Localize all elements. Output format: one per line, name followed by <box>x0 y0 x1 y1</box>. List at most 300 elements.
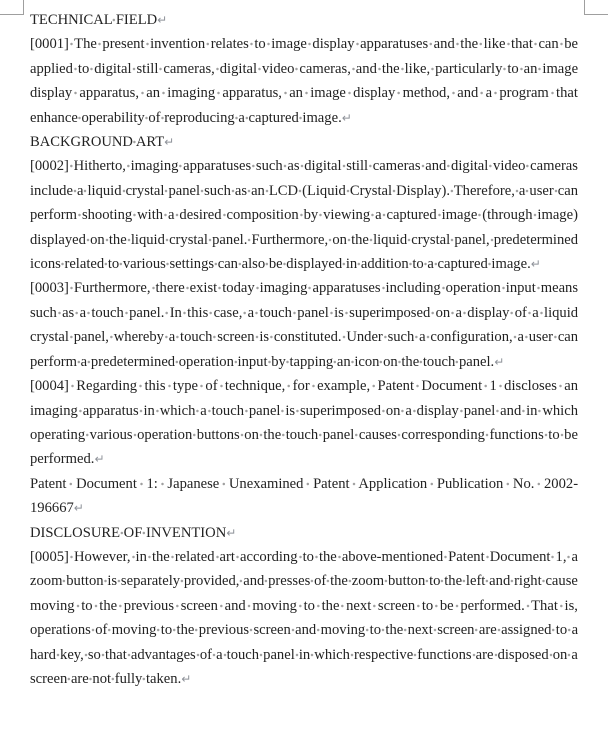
space-formatting-mark-icon <box>235 549 240 565</box>
space-formatting-mark-icon <box>350 476 359 492</box>
space-formatting-mark-icon <box>89 61 94 77</box>
space-formatting-mark-icon <box>488 256 492 272</box>
space-formatting-mark-icon <box>215 85 222 101</box>
space-formatting-mark-icon <box>477 207 482 223</box>
space-formatting-mark-icon <box>365 622 369 638</box>
space-formatting-mark-icon <box>443 549 448 565</box>
paragraph-return-mark-icon: ↵ <box>530 257 541 272</box>
space-formatting-mark-icon <box>175 329 180 345</box>
space-formatting-mark-icon <box>151 280 156 296</box>
space-formatting-mark-icon <box>567 647 571 663</box>
space-formatting-mark-icon <box>87 354 91 370</box>
space-formatting-mark-icon <box>459 403 464 419</box>
space-formatting-mark-icon <box>527 305 532 321</box>
space-formatting-mark-icon <box>69 549 74 565</box>
space-formatting-mark-icon <box>218 598 225 614</box>
space-formatting-mark-icon <box>485 573 489 589</box>
space-formatting-mark-icon <box>145 36 151 52</box>
space-formatting-mark-icon <box>521 403 526 419</box>
space-formatting-mark-icon <box>381 403 386 419</box>
space-formatting-mark-icon <box>255 280 260 296</box>
space-formatting-mark-icon <box>525 158 530 174</box>
space-formatting-mark-icon <box>86 305 91 321</box>
space-formatting-mark-icon <box>133 427 138 443</box>
space-formatting-mark-icon <box>244 403 249 419</box>
space-formatting-mark-icon <box>208 232 212 248</box>
space-formatting-mark-icon <box>503 476 513 492</box>
space-formatting-mark-icon <box>314 549 319 565</box>
space-formatting-mark-icon <box>558 598 565 614</box>
paragraph: [0005] However, in the related art according to the above-mentioned Patent Document 1, a zoom button is separately provided, and presses of the zoom button to the left and right cause moving to the previous screen and moving to the next screen to be performed. That is, operations of moving to the previous screen and moving to the next screen are assigned to a hard key, so that advantages of a touch panel in which respective functions are disposed on a screen are not fully taken.↵ <box>30 548 579 687</box>
space-formatting-mark-icon <box>180 573 184 589</box>
space-formatting-mark-icon <box>217 280 222 296</box>
space-formatting-mark-icon <box>137 378 144 394</box>
space-formatting-mark-icon <box>175 207 180 223</box>
space-formatting-mark-icon <box>196 647 200 663</box>
space-formatting-mark-icon <box>72 85 79 101</box>
space-formatting-mark-icon <box>368 158 373 174</box>
space-formatting-mark-icon <box>165 232 169 248</box>
space-formatting-mark-icon <box>259 647 263 663</box>
space-formatting-mark-icon <box>158 61 163 77</box>
space-formatting-mark-icon <box>369 232 373 248</box>
space-formatting-mark-icon <box>379 354 383 370</box>
space-formatting-mark-icon <box>455 36 461 52</box>
space-formatting-mark-icon <box>235 110 239 126</box>
space-formatting-mark-icon <box>155 403 160 419</box>
space-formatting-mark-icon <box>392 183 396 199</box>
space-formatting-mark-icon <box>170 549 175 565</box>
space-formatting-mark-icon <box>300 158 305 174</box>
paragraph: [0004] Regarding this type of technique, for example, Patent Document 1 discloses an imaging apparatus in which a touch panel is superimposed on a display panel and in which operating various operation buttons on the touch panel causes corresponding functions to be performed.↵ <box>30 378 579 468</box>
space-formatting-mark-icon <box>298 549 303 565</box>
space-formatting-mark-icon <box>351 354 355 370</box>
space-formatting-mark-icon <box>478 36 484 52</box>
space-formatting-mark-icon <box>127 647 131 663</box>
space-formatting-mark-icon <box>166 378 173 394</box>
space-formatting-mark-icon <box>294 61 299 77</box>
space-formatting-mark-icon <box>400 61 405 77</box>
space-formatting-mark-icon <box>212 329 217 345</box>
section-heading: BACKGROUND ART↵ <box>30 134 175 151</box>
space-formatting-mark-icon <box>281 427 286 443</box>
space-formatting-mark-icon <box>223 647 227 663</box>
space-formatting-mark-icon <box>254 305 259 321</box>
space-formatting-mark-icon <box>172 622 176 638</box>
space-formatting-mark-icon <box>249 622 253 638</box>
space-formatting-mark-icon <box>446 158 451 174</box>
space-formatting-mark-icon <box>266 36 272 52</box>
space-formatting-mark-icon <box>554 183 558 199</box>
document-body <box>30 8 578 691</box>
space-formatting-mark-icon <box>231 183 235 199</box>
space-formatting-mark-icon <box>307 36 313 52</box>
space-formatting-mark-icon <box>339 598 346 614</box>
space-formatting-mark-icon <box>93 598 100 614</box>
space-formatting-mark-icon <box>89 671 93 687</box>
space-formatting-mark-icon <box>66 476 76 492</box>
space-formatting-mark-icon <box>222 207 227 223</box>
space-formatting-mark-icon <box>104 573 108 589</box>
space-formatting-mark-icon <box>214 256 218 272</box>
space-formatting-mark-icon <box>62 573 66 589</box>
text-boundary-corner-top-right-icon <box>584 0 608 15</box>
space-formatting-mark-icon <box>337 549 342 565</box>
space-formatting-mark-icon <box>525 598 531 614</box>
space-formatting-mark-icon <box>257 61 262 77</box>
space-formatting-mark-icon <box>57 305 62 321</box>
space-formatting-mark-icon <box>318 207 323 223</box>
space-formatting-mark-icon <box>381 280 386 296</box>
space-formatting-mark-icon <box>492 85 499 101</box>
space-formatting-mark-icon <box>344 305 349 321</box>
space-formatting-mark-icon <box>513 329 518 345</box>
space-formatting-mark-icon <box>297 598 304 614</box>
space-formatting-mark-icon <box>382 207 387 223</box>
space-formatting-mark-icon <box>268 354 272 370</box>
space-formatting-mark-icon <box>67 671 71 687</box>
space-formatting-mark-icon <box>409 256 413 272</box>
space-formatting-mark-icon <box>450 85 457 101</box>
space-formatting-mark-icon <box>333 354 337 370</box>
space-formatting-mark-icon <box>251 158 256 174</box>
space-formatting-mark-icon <box>490 232 494 248</box>
space-formatting-mark-icon <box>557 378 564 394</box>
paragraph: [0001] The present invention relates to image display apparatuses and the like that can be applied to digital still cameras, digital video cameras, and the like, particularly to an image display apparatus, an imaging apparatus, an image display method, and a program that enhance operability of reproducing a captured image.↵ <box>30 36 579 126</box>
space-formatting-mark-icon <box>497 378 504 394</box>
space-formatting-mark-icon <box>450 232 454 248</box>
space-formatting-mark-icon <box>242 305 247 321</box>
space-formatting-mark-icon <box>84 647 88 663</box>
space-formatting-mark-icon <box>550 549 555 565</box>
space-formatting-mark-icon <box>163 207 168 223</box>
space-formatting-mark-icon <box>454 598 461 614</box>
space-formatting-mark-icon <box>450 305 455 321</box>
space-formatting-mark-icon <box>246 598 253 614</box>
space-formatting-mark-icon <box>264 573 268 589</box>
space-formatting-mark-icon <box>145 110 149 126</box>
space-formatting-mark-icon <box>91 622 95 638</box>
space-formatting-mark-icon <box>310 378 317 394</box>
space-formatting-mark-icon <box>215 61 220 77</box>
space-formatting-mark-icon <box>553 329 558 345</box>
space-formatting-mark-icon <box>120 525 124 541</box>
space-formatting-mark-icon <box>283 158 288 174</box>
space-formatting-mark-icon <box>567 622 571 638</box>
space-formatting-mark-icon <box>551 622 555 638</box>
space-formatting-mark-icon <box>414 329 419 345</box>
space-formatting-mark-icon <box>160 85 167 101</box>
space-formatting-mark-icon <box>397 427 402 443</box>
space-formatting-mark-icon <box>441 280 446 296</box>
space-formatting-mark-icon <box>462 573 466 589</box>
space-formatting-mark-icon <box>348 573 352 589</box>
space-formatting-mark-icon <box>245 110 249 126</box>
space-formatting-mark-icon <box>326 573 330 589</box>
space-formatting-mark-icon <box>328 232 332 248</box>
space-formatting-mark-icon <box>156 622 160 638</box>
space-formatting-mark-icon <box>69 36 74 52</box>
space-formatting-mark-icon <box>450 183 454 199</box>
space-formatting-mark-icon <box>440 573 444 589</box>
space-formatting-mark-icon <box>69 329 74 345</box>
space-formatting-mark-icon <box>255 329 260 345</box>
space-formatting-mark-icon <box>104 256 108 272</box>
space-formatting-mark-icon <box>212 647 216 663</box>
space-formatting-mark-icon <box>77 207 82 223</box>
space-formatting-mark-icon <box>474 622 478 638</box>
paragraph-return-mark-icon: ↵ <box>94 452 105 467</box>
space-formatting-mark-icon <box>346 85 353 101</box>
space-formatting-mark-icon <box>433 622 437 638</box>
space-formatting-mark-icon <box>132 207 137 223</box>
space-formatting-mark-icon <box>307 280 312 296</box>
space-formatting-mark-icon <box>286 354 290 370</box>
space-formatting-mark-icon <box>85 427 90 443</box>
space-formatting-mark-icon <box>510 573 514 589</box>
paragraph-return-mark-icon: ↵ <box>494 354 505 369</box>
space-formatting-mark-icon <box>351 61 356 77</box>
space-formatting-mark-icon <box>127 232 131 248</box>
space-formatting-mark-icon <box>73 61 78 77</box>
space-formatting-mark-icon <box>73 183 77 199</box>
space-formatting-mark-icon <box>78 110 82 126</box>
space-formatting-mark-icon <box>542 573 546 589</box>
text-boundary-corner-top-left-icon <box>0 0 24 15</box>
space-formatting-mark-icon <box>346 183 350 199</box>
space-formatting-mark-icon <box>147 549 152 565</box>
space-formatting-mark-icon <box>509 305 514 321</box>
space-formatting-mark-icon <box>370 207 375 223</box>
space-formatting-mark-icon <box>69 280 74 296</box>
space-formatting-mark-icon <box>342 256 346 272</box>
space-formatting-mark-icon <box>142 671 146 687</box>
space-formatting-mark-icon <box>455 354 459 370</box>
paragraph-return-mark-icon: ↵ <box>164 135 175 150</box>
space-formatting-mark-icon <box>137 476 147 492</box>
paragraph: [0002] Hitherto, imaging apparatuses such as digital still cameras and digital video cameras include a liquid crystal panel such as an LCD (Liquid Crystal Display). Therefore, a user can perform shooting with a desired composition by viewing a captured image (through image) displayed on the liquid crystal panel. Furthermore, on the liquid crystal panel, predetermined icons related to various settings can also be displayed in addition to a captured image.↵ <box>30 158 579 273</box>
space-formatting-mark-icon <box>400 403 405 419</box>
space-formatting-mark-icon <box>342 329 347 345</box>
space-formatting-mark-icon <box>238 256 242 272</box>
paragraph-return-mark-icon: ↵ <box>157 13 168 27</box>
space-formatting-mark-icon <box>415 598 422 614</box>
space-formatting-mark-icon <box>419 354 423 370</box>
space-formatting-mark-icon <box>494 647 498 663</box>
space-formatting-mark-icon <box>218 378 225 394</box>
space-formatting-mark-icon <box>117 598 124 614</box>
space-formatting-mark-icon <box>413 647 417 663</box>
space-formatting-mark-icon <box>384 573 388 589</box>
space-formatting-mark-icon <box>495 403 500 419</box>
space-formatting-mark-icon <box>247 232 251 248</box>
space-formatting-mark-icon <box>549 85 556 101</box>
space-formatting-mark-icon <box>299 207 304 223</box>
space-formatting-mark-icon <box>265 183 269 199</box>
space-formatting-mark-icon <box>126 158 131 174</box>
space-formatting-mark-icon <box>133 134 136 150</box>
space-formatting-mark-icon <box>200 183 204 199</box>
space-formatting-mark-icon <box>112 12 116 28</box>
space-formatting-mark-icon <box>105 232 109 248</box>
space-formatting-mark-icon <box>488 158 493 174</box>
space-formatting-mark-icon <box>515 183 519 199</box>
space-formatting-mark-icon <box>131 549 136 565</box>
space-formatting-mark-icon <box>259 427 264 443</box>
space-formatting-mark-icon <box>354 427 359 443</box>
space-formatting-mark-icon <box>403 622 407 638</box>
space-formatting-mark-icon <box>164 183 168 199</box>
space-formatting-mark-icon <box>142 525 146 541</box>
space-formatting-mark-icon <box>207 403 212 419</box>
space-formatting-mark-icon <box>164 305 169 321</box>
space-formatting-mark-icon <box>395 85 402 101</box>
space-formatting-mark-icon <box>426 329 431 345</box>
space-formatting-mark-icon <box>430 61 435 77</box>
paragraph-return-mark-icon: ↵ <box>73 501 84 516</box>
space-formatting-mark-icon <box>295 647 299 663</box>
space-formatting-mark-icon <box>119 256 123 272</box>
space-formatting-mark-icon <box>249 36 255 52</box>
space-formatting-mark-icon <box>430 305 435 321</box>
space-formatting-mark-icon <box>462 305 467 321</box>
space-formatting-mark-icon <box>97 36 103 52</box>
space-formatting-mark-icon <box>501 280 506 296</box>
space-formatting-mark-icon <box>75 598 82 614</box>
space-formatting-mark-icon <box>77 354 81 370</box>
space-formatting-mark-icon <box>194 622 198 638</box>
space-formatting-mark-icon <box>482 378 489 394</box>
space-formatting-mark-icon <box>198 378 205 394</box>
space-formatting-mark-icon <box>537 403 542 419</box>
space-formatting-mark-icon <box>533 36 539 52</box>
space-formatting-mark-icon <box>174 598 181 614</box>
space-formatting-mark-icon <box>101 647 105 663</box>
space-formatting-mark-icon <box>83 183 87 199</box>
space-formatting-mark-icon <box>519 61 524 77</box>
space-formatting-mark-icon <box>421 158 426 174</box>
space-formatting-mark-icon <box>122 183 126 199</box>
space-formatting-mark-icon <box>124 305 129 321</box>
paragraph-return-mark-icon: ↵ <box>226 525 237 540</box>
space-formatting-mark-icon <box>61 256 65 272</box>
space-formatting-mark-icon <box>208 305 213 321</box>
space-formatting-mark-icon <box>537 61 542 77</box>
space-formatting-mark-icon <box>383 329 388 345</box>
space-formatting-mark-icon <box>425 573 429 589</box>
space-formatting-mark-icon <box>298 183 302 199</box>
space-formatting-mark-icon <box>381 622 385 638</box>
space-formatting-mark-icon <box>427 476 437 492</box>
space-formatting-mark-icon <box>357 256 361 272</box>
space-formatting-mark-icon <box>291 622 295 638</box>
space-formatting-mark-icon <box>74 305 79 321</box>
space-formatting-mark-icon <box>497 622 501 638</box>
space-formatting-mark-icon <box>536 280 541 296</box>
space-formatting-mark-icon <box>107 622 111 638</box>
space-formatting-mark-icon <box>303 476 313 492</box>
space-formatting-mark-icon <box>299 110 303 126</box>
space-formatting-mark-icon <box>132 61 137 77</box>
space-formatting-mark-icon <box>371 598 378 614</box>
space-formatting-mark-icon <box>533 207 538 223</box>
space-formatting-mark-icon <box>310 573 314 589</box>
space-formatting-mark-icon <box>69 378 76 394</box>
space-formatting-mark-icon <box>485 427 490 443</box>
space-formatting-mark-icon <box>315 598 322 614</box>
space-formatting-mark-icon <box>247 183 251 199</box>
space-formatting-mark-icon <box>86 232 90 248</box>
paragraph: Patent Document 1: Japanese Unexamined Patent Application Publication No. 2002-196667↵ <box>30 475 579 517</box>
space-formatting-mark-icon <box>282 85 289 101</box>
space-formatting-mark-icon <box>318 427 323 443</box>
space-formatting-mark-icon <box>342 158 347 174</box>
paragraph-return-mark-icon: ↵ <box>181 671 192 686</box>
space-formatting-mark-icon <box>525 183 529 199</box>
space-formatting-mark-icon <box>161 110 165 126</box>
space-formatting-mark-icon <box>205 36 211 52</box>
space-formatting-mark-icon <box>285 378 292 394</box>
space-formatting-mark-icon <box>175 354 179 370</box>
space-formatting-mark-icon <box>539 305 544 321</box>
space-formatting-mark-icon <box>549 647 553 663</box>
space-formatting-mark-icon <box>566 549 571 565</box>
space-formatting-mark-icon <box>280 403 285 419</box>
space-formatting-mark-icon <box>310 647 314 663</box>
space-formatting-mark-icon <box>350 647 354 663</box>
space-formatting-mark-icon <box>178 158 183 174</box>
space-formatting-mark-icon <box>109 329 114 345</box>
space-formatting-mark-icon <box>544 427 549 443</box>
space-formatting-mark-icon <box>424 256 428 272</box>
paragraph-return-mark-icon: ↵ <box>341 110 352 125</box>
space-formatting-mark-icon <box>269 329 274 345</box>
space-formatting-mark-icon <box>329 305 334 321</box>
space-formatting-mark-icon <box>139 403 144 419</box>
space-formatting-mark-icon <box>292 305 297 321</box>
space-formatting-mark-icon <box>534 476 544 492</box>
space-formatting-mark-icon <box>472 647 476 663</box>
space-formatting-mark-icon <box>158 476 168 492</box>
space-formatting-mark-icon <box>185 280 190 296</box>
space-formatting-mark-icon <box>234 354 238 370</box>
space-formatting-mark-icon <box>316 622 320 638</box>
space-formatting-mark-icon <box>434 256 438 272</box>
space-formatting-mark-icon <box>560 427 565 443</box>
space-formatting-mark-icon <box>428 36 434 52</box>
section-heading: TECHNICAL FIELD↵ <box>30 12 168 28</box>
space-formatting-mark-icon <box>192 427 197 443</box>
space-formatting-mark-icon <box>407 232 411 248</box>
space-formatting-mark-icon <box>355 36 361 52</box>
space-formatting-mark-icon <box>219 476 229 492</box>
space-formatting-mark-icon <box>485 549 490 565</box>
space-formatting-mark-icon <box>398 354 402 370</box>
space-formatting-mark-icon <box>502 61 507 77</box>
space-formatting-mark-icon <box>377 61 382 77</box>
space-formatting-mark-icon <box>303 85 310 101</box>
space-formatting-mark-icon <box>139 85 146 101</box>
space-formatting-mark-icon <box>240 427 245 443</box>
space-formatting-mark-icon <box>239 573 243 589</box>
space-formatting-mark-icon <box>370 378 377 394</box>
space-formatting-mark-icon <box>182 305 187 321</box>
space-formatting-mark-icon <box>215 549 220 565</box>
space-formatting-mark-icon <box>433 598 440 614</box>
space-formatting-mark-icon <box>265 256 269 272</box>
space-formatting-mark-icon <box>166 256 170 272</box>
space-formatting-mark-icon <box>69 158 74 174</box>
